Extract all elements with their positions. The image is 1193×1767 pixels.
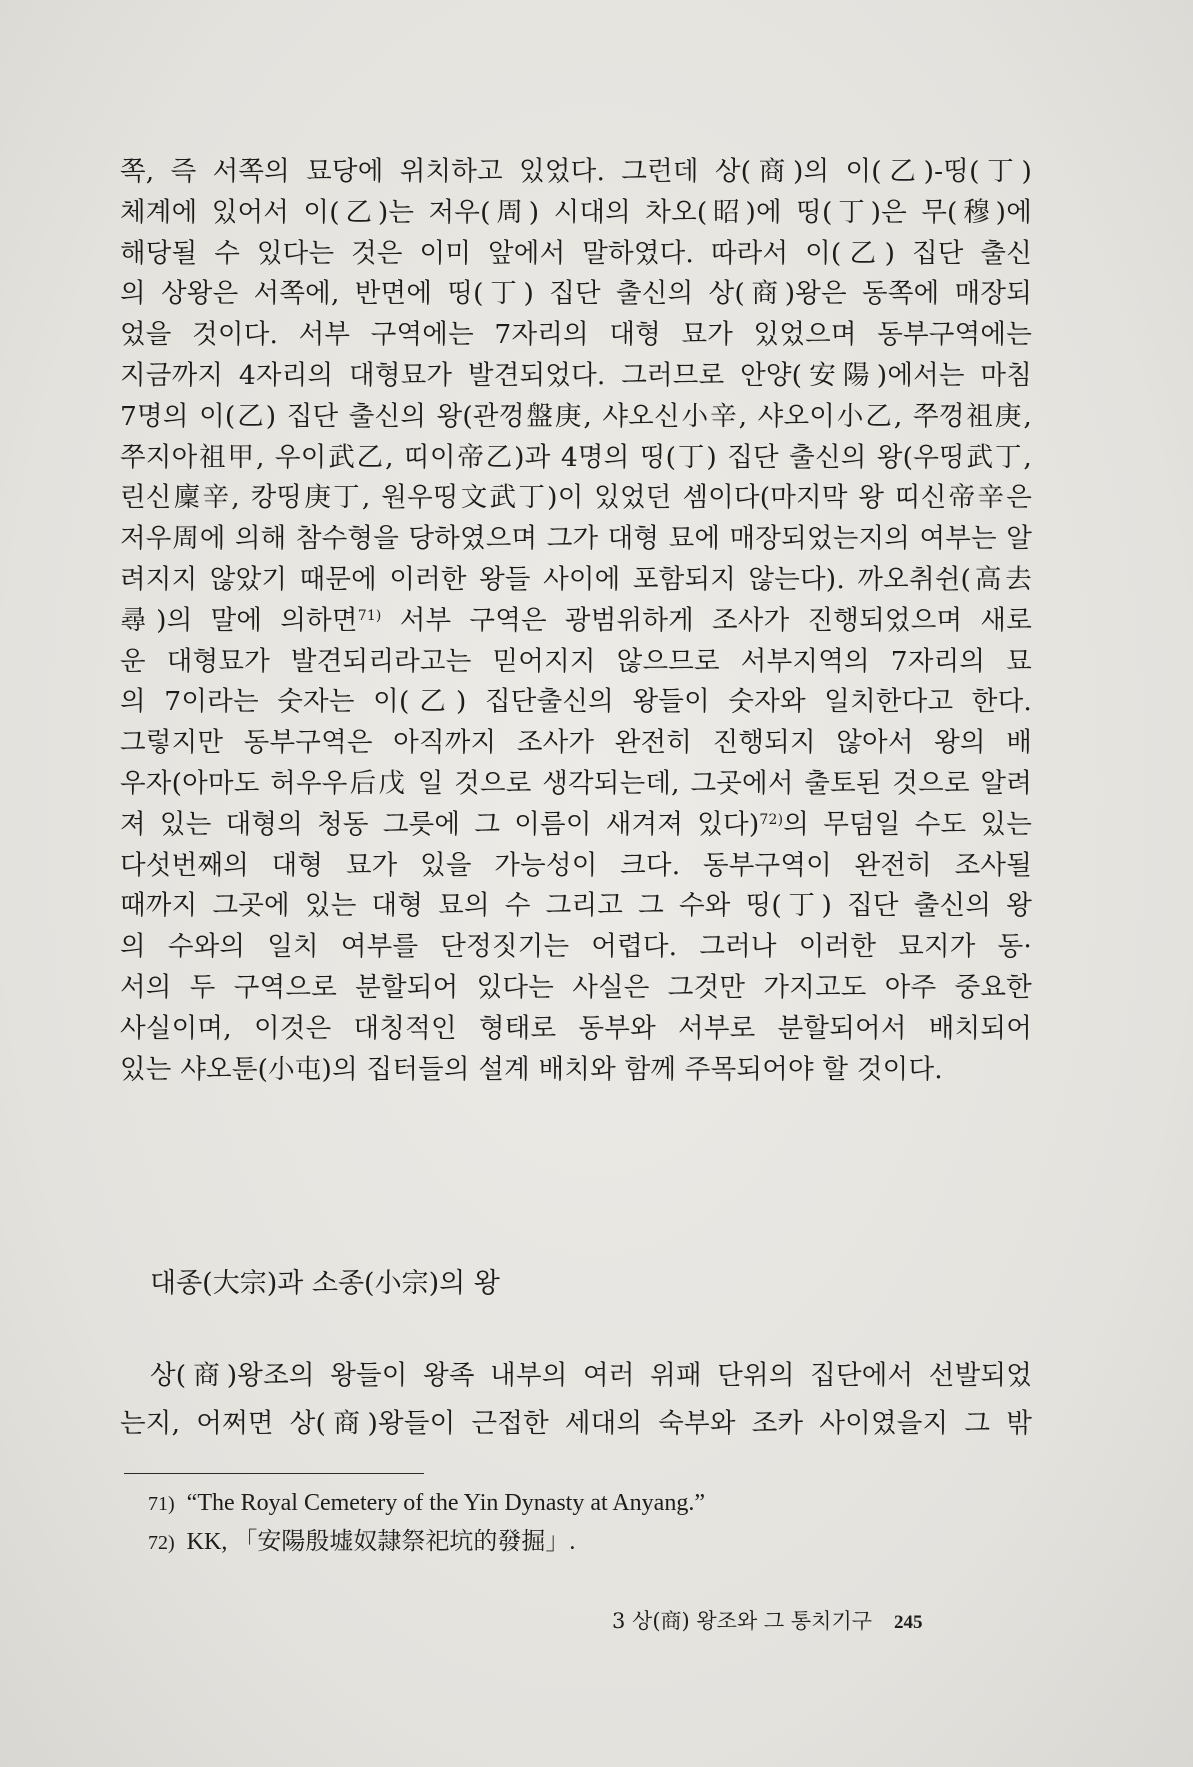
- text-line: 서의 두 구역으로 분할되어 있다는 사실은 그것만 가지고도 아주 중요한: [120, 971, 1032, 1003]
- footnote-ref: 71): [357, 607, 382, 624]
- text-line: 사실이며, 이것은 대칭적인 형태로 동부와 서부로 분할되어서 배치되어: [120, 1012, 1032, 1044]
- text-line: 상(商)왕조의 왕들이 왕족 내부의 여러 위패 단위의 집단에서 선발되었: [150, 1360, 1032, 1391]
- text-line: 는지, 어쩌면 상(商)왕들이 근접한 세대의 숙부와 조카 사이였을지 그 밖: [120, 1408, 1032, 1439]
- chapter-title: 3 상(商) 왕조와 그 통치기구: [612, 1609, 873, 1633]
- text-segment: 져 있는 대형의 청동 그릇에 그 이름이 새겨져 있다): [120, 808, 760, 840]
- text-line: 의 7이라는 숫자는 이(乙) 집단출신의 왕들이 숫자와 일치한다고 한다.: [120, 686, 1032, 718]
- text-segment: 서부 구역은 광범위하게 조사가 진행되었으며 새로: [399, 604, 1033, 636]
- footnote: [148, 1484, 705, 1523]
- footnote: [148, 1523, 705, 1562]
- text-line: 그렇지만 동부구역은 아직까지 조사가 완전히 진행되지 않아서 왕의 배: [120, 727, 1032, 759]
- text-line: 해당될 수 있다는 것은 이미 앞에서 말하였다. 따라서 이(乙) 집단 출신: [120, 237, 1032, 269]
- text-segment: 尋)의 말에 의하면: [120, 604, 358, 636]
- footnote-number: 71): [148, 1493, 175, 1515]
- text-line: 었을 것이다. 서부 구역에는 7자리의 대형 묘가 있었으며 동부구역에는: [120, 319, 1032, 351]
- text-line: 쭈지아祖甲, 우이武乙, 띠이帝乙)과 4명의 띵(丁) 집단 출신의 왕(우띵武丁,: [120, 441, 1032, 473]
- text-line: 지금까지 4자리의 대형묘가 발견되었다. 그러므로 안양(安陽)에서는 마침: [120, 359, 1032, 391]
- text-line: 우자(아마도 허우우后戊 일 것으로 생각되는데, 그곳에서 출토된 것으로 알려: [120, 767, 1032, 799]
- text-line: 운 대형묘가 발견되리라고는 믿어지지 않으므로 서부지역의 7자리의 묘: [120, 645, 1032, 677]
- footnote-divider: [124, 1473, 424, 1474]
- text-line: 의 수와의 일치 여부를 단정짓기는 어렵다. 그러나 이러한 묘지가 동·: [120, 931, 1032, 963]
- text-line: [120, 805, 1032, 846]
- text-line: 린신廩辛, 캉띵庚丁, 원우띵文武丁)이 있었던 셈이다(마지막 왕 띠신帝辛은: [120, 482, 1032, 514]
- footnotes: [148, 1484, 705, 1562]
- body-paragraph: [120, 152, 1032, 1090]
- page-number: 245: [894, 1612, 923, 1633]
- text-line: 체계에 있어서 이(乙)는 저우(周) 시대의 차오(昭)에 띵(丁)은 무(穆)에: [120, 196, 1032, 228]
- footnote-ref: 72): [759, 811, 784, 828]
- text-segment: 의 무덤일 수도 있는: [783, 808, 1032, 840]
- body-paragraph-2: [120, 1352, 1032, 1448]
- footnote-text: “The Royal Cemetery of the Yin Dynasty at Anyang.”: [186, 1490, 705, 1516]
- text-line: 저우周에 의해 참수형을 당하였으며 그가 대형 묘에 매장되었는지의 여부는 알: [120, 523, 1032, 555]
- text-line: 7명의 이(乙) 집단 출신의 왕(관껑盤庚, 샤오신小辛, 샤오이小乙, 쭈껑祖庚,: [120, 400, 1032, 432]
- section-heading: 대종(大宗)과 소종(小宗)의 왕: [150, 1268, 500, 1299]
- footnote-text: KK, 「安陽殷墟奴隷祭祀坑的發掘」.: [186, 1529, 576, 1555]
- text-line: 쪽, 즉 서쪽의 묘당에 위치하고 있었다. 그런데 상(商)의 이(乙)-띵(丁): [120, 156, 1032, 187]
- running-footer: [612, 1606, 923, 1638]
- text-line: 려지지 않았기 때문에 이러한 왕들 사이에 포함되지 않는다). 까오취쉰(高去: [120, 563, 1032, 595]
- text-line: 때까지 그곳에 있는 대형 묘의 수 그리고 그 수와 띵(丁) 집단 출신의 왕: [120, 890, 1032, 922]
- text-line: 있는 샤오툰(小屯)의 집터들의 설계 배치와 함께 주목되어야 할 것이다.: [120, 1053, 943, 1085]
- text-line: 다섯번째의 대형 묘가 있을 가능성이 크다. 동부구역이 완전히 조사될: [120, 849, 1032, 881]
- footnote-number: 72): [148, 1532, 175, 1554]
- text-line: 의 상왕은 서쪽에, 반면에 띵(丁) 집단 출신의 상(商)왕은 동쪽에 매장되: [120, 278, 1032, 310]
- text-line: [120, 601, 1032, 642]
